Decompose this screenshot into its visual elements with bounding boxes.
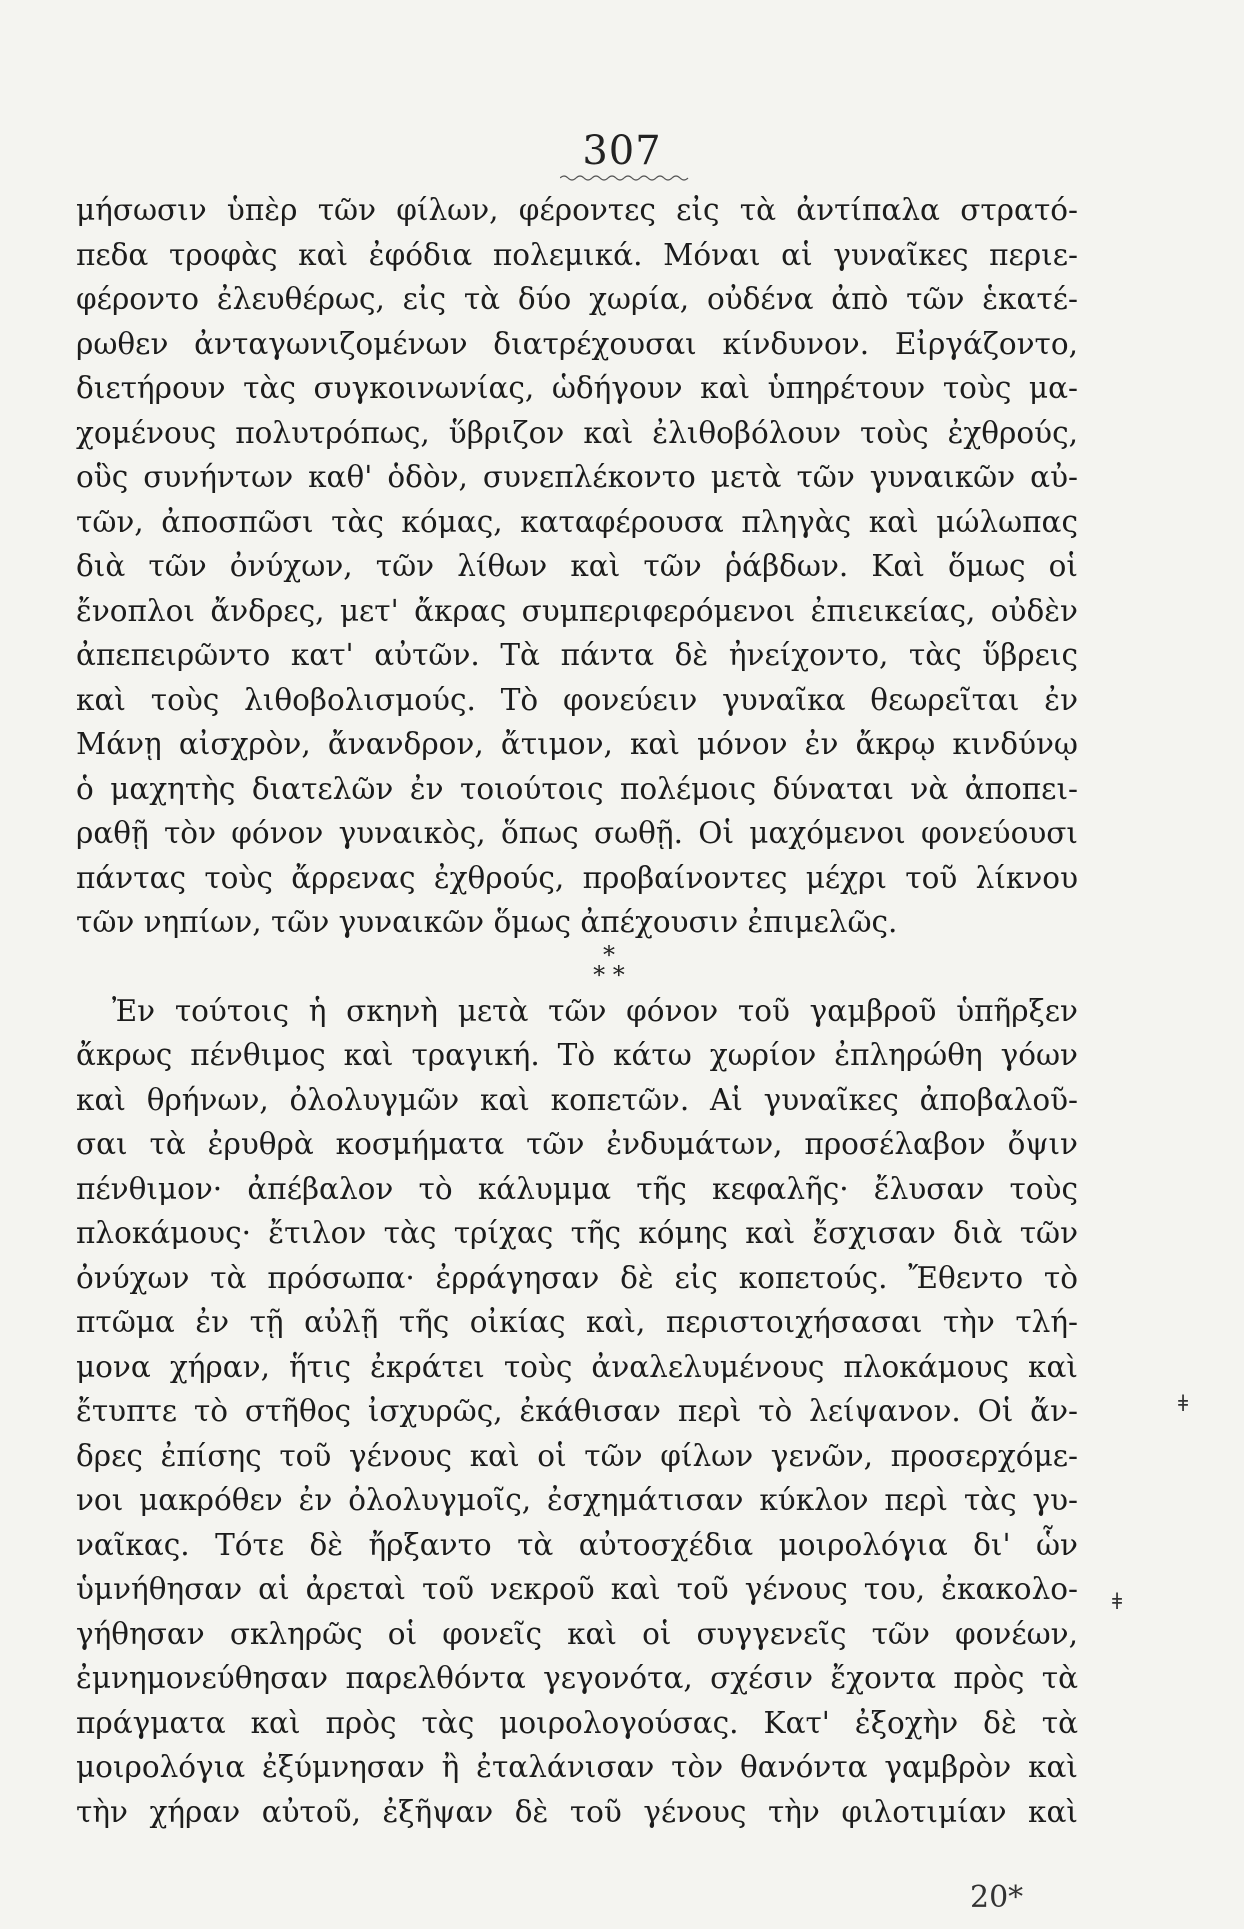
text-line: καὶ τοὺς λιθοβολισμούς. Τὸ φονεύειν γυναῖκα θεωρεῖται ἐν [76,682,1078,717]
text-line: ὑμνήθησαν αἱ ἀρεταὶ τοῦ νεκροῦ καὶ τοῦ γένους του, ἐκακολο- [76,1572,1078,1606]
paragraph-2 [76,989,1078,1835]
text-line: σαι τὰ ἐρυθρὰ κοσμήματα τῶν ἐνδυμάτων, προσέλαβον ὄψιν [76,1127,1078,1161]
text-line: πεδα τροφὰς καὶ ἐφόδια πολεμικά. Μόναι αἱ γυναῖκες περιε- [76,237,1078,272]
text-line: μοιρολόγια ἐξύμνησαν ἢ ἐταλάνισαν τὸν θανόντα γαμβρὸν καὶ [76,1750,1078,1784]
paragraph-1 [76,188,1078,945]
asterism-top: * [603,940,615,969]
text-line: ὀνύχων τὰ πρόσωπα· ἐρράγησαν δὲ εἰς κοπετούς. Ἔθεντο τὸ [76,1260,1078,1295]
text-line: οὓς συνήντων καθ' ὁδὸν, συνεπλέκοντο μετὰ τῶν γυναικῶν αὐ- [76,460,1078,494]
text-line: ραθῇ τὸν φόνον γυναικὸς, ὅπως σωθῇ. Οἱ μαχόμενοι φονεύουσι [76,816,1078,850]
text-line: πτῶμα ἐν τῇ αὐλῇ τῆς οἰκίας καὶ, περιστοιχήσασαι τὴν τλή- [76,1305,1078,1339]
text-line: πάντας τοὺς ἄρρενας ἐχθρούς, προβαίνοντες μέχρι τοῦ λίκνου [76,860,1078,895]
text-line: φέροντο ἐλευθέρως, εἰς τὰ δύο χωρία, οὐδένα ἀπὸ τῶν ἑκατέ- [76,282,1078,316]
text-line: ἀπεπειρῶντο κατ' αὐτῶν. Τὰ πάντα δὲ ἠνείχοντο, τὰς ὕβρεις [76,638,1078,672]
text-line: μονα χήραν, ἥτις ἐκράτει τοὺς ἀναλελυμένους πλοκάμους καὶ [76,1349,1078,1384]
text-line: ναῖκας. Τότε δὲ ἤρξαντο τὰ αὐτοσχέδια μοιρολόγια δι' ὧν [76,1527,1078,1562]
text-line: νοι μακρόθεν ἐν ὀλολυγμοῖς, ἐσχημάτισαν κύκλον περὶ τὰς γυ- [76,1483,1078,1517]
text-line: καὶ θρήνων, ὀλολυγμῶν καὶ κοπετῶν. Αἱ γυναῖκες ἀποβαλοῦ- [76,1082,1078,1117]
text-line: Μάνῃ αἰσχρὸν, ἄνανδρον, ἄτιμον, καὶ μόνον ἐν ἄκρῳ κινδύνῳ [76,727,1078,761]
text-line: διετήρουν τὰς συγκοινωνίας, ὡδήγουν καὶ ὑπηρέτουν τοὺς μα- [76,371,1078,405]
text-line: μήσωσιν ὑπὲρ τῶν φίλων, φέροντες εἰς τὰ ἀντίπαλα στρατό- [76,193,1078,227]
text-line: ἔνοπλοι ἄνδρες, μετ' ἄκρας συμπεριφερόμενοι ἐπιεικείας, οὐδὲν [76,593,1078,628]
printer-signature: 20* [970,1880,1024,1915]
text-line: ρωθεν ἀνταγωνιζομένων διατρέχουσαι κίνδυνον. Εἰργάζοντο, [76,326,1078,361]
asterism-bottom: * * [593,960,625,989]
text-line: τῶν, ἀποσπῶσι τὰς κόμας, καταφέρουσα πληγὰς καὶ μώλωπας [76,504,1078,539]
text-line: τὴν χήραν αὐτοῦ, ἐξῆψαν δὲ τοῦ γένους τὴν φιλοτιμίαν καὶ [76,1794,1078,1829]
wavy-underline [560,172,690,184]
text-line: ὁ μαχητὴς διατελῶν ἐν τοιούτοις πολέμοις δύναται νὰ ἀποπει- [76,771,1078,806]
ink-speck: ǂ [1178,1392,1189,1417]
page-number: 307 [582,128,662,174]
text-line: χομένους πολυτρόπως, ὕβριζον καὶ ἐλιθοβόλουν τοὺς ἐχθρούς, [76,415,1078,450]
ink-speck: ǂ [1112,1590,1123,1615]
text-line: ἄκρως πένθιμος καὶ τραγική. Τὸ κάτω χωρίον ἐπληρώθη γόων [76,1038,1078,1072]
text-line: Ἐν τούτοις ἡ σκηνὴ μετὰ τῶν φόνον τοῦ γαμβροῦ ὑπῆρξεν [112,993,1078,1028]
text-line: διὰ τῶν ὀνύχων, τῶν λίθων καὶ τῶν ῥάβδων. Καὶ ὅμως οἱ [76,549,1078,583]
section-asterism [76,940,1078,989]
text-line: τῶν νηπίων, τῶν γυναικῶν ὅμως ἀπέχουσιν ἐπιμελῶς. [76,905,898,939]
text-line: ἔτυπτε τὸ στῆθος ἰσχυρῶς, ἐκάθισαν περὶ τὸ λείψανον. Οἱ ἄν- [76,1394,1078,1428]
text-line: γήθησαν σκληρῶς οἱ φονεῖς καὶ οἱ συγγενεῖς τῶν φονέων, [76,1616,1078,1651]
text-line: πένθιμον· ἀπέβαλον τὸ κάλυμμα τῆς κεφαλῆς· ἔλυσαν τοὺς [76,1171,1078,1206]
text-line: πράγματα καὶ πρὸς τὰς μοιρολογούσας. Κατ' ἐξοχὴν δὲ τὰ [76,1705,1078,1740]
text-line: πλοκάμους· ἔτιλον τὰς τρίχας τῆς κόμης καὶ ἔσχισαν διὰ τῶν [76,1216,1078,1250]
text-line: ἐμνημονεύθησαν παρελθόντα γεγονότα, σχέσιν ἔχοντα πρὸς τὰ [76,1661,1078,1695]
text-line: δρες ἐπίσης τοῦ γένους καὶ οἱ τῶν φίλων γενῶν, προσερχόμε- [76,1438,1078,1473]
body-text [76,188,1078,1834]
